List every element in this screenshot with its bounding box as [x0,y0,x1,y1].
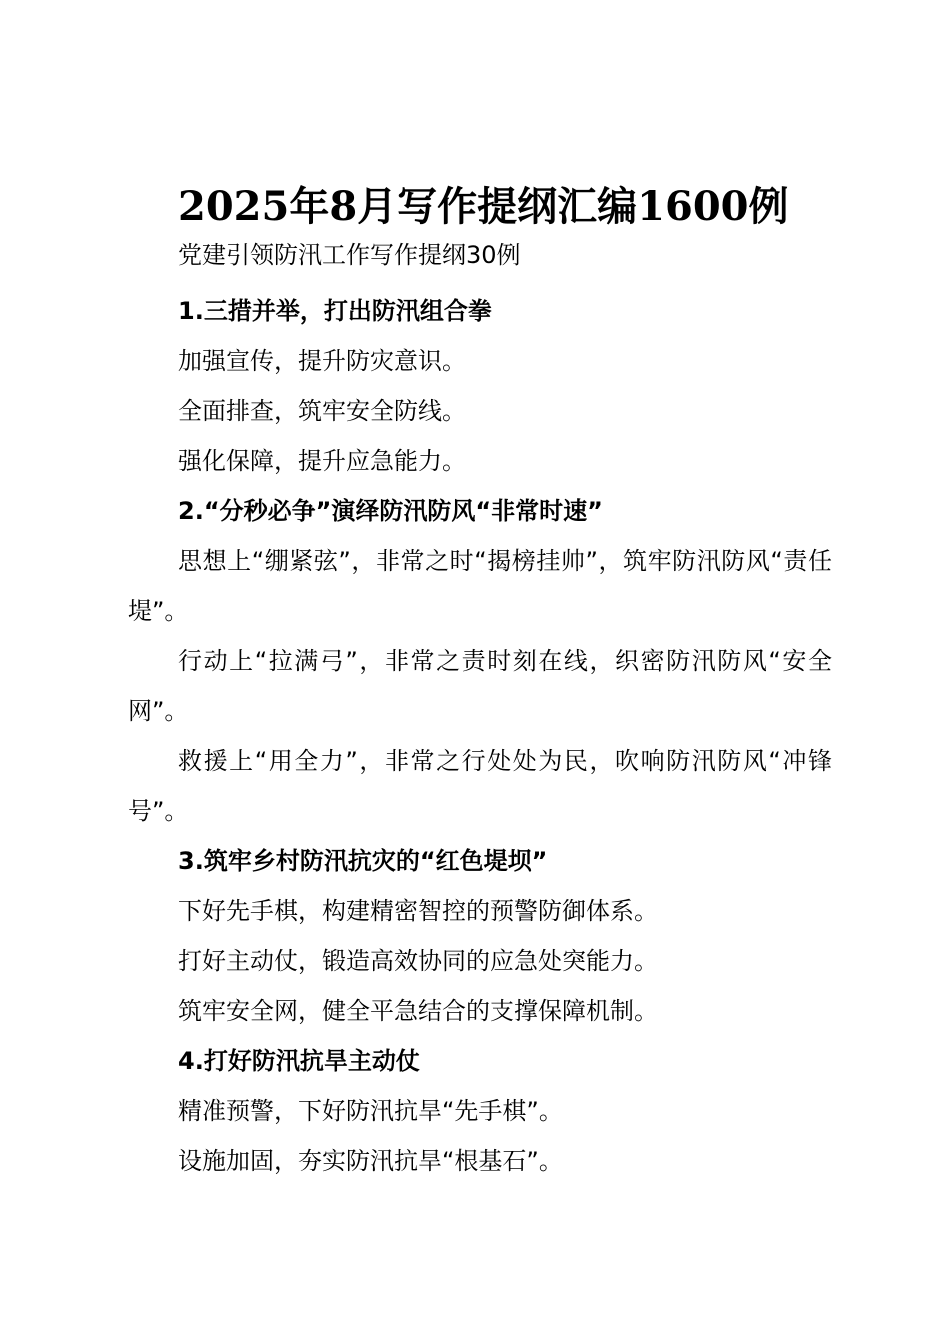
paragraph: 筑牢安全网，健全平急结合的支撑保障机制。 [178,997,658,1025]
paragraph: 设施加固，夯实防汛抗旱“根基石”。 [178,1147,563,1175]
paragraph: 全面排查，筑牢安全防线。 [178,397,466,425]
document-subtitle: 党建引领防汛工作写作提纲30例 [178,241,521,269]
document-title: 2025年8月写作提纲汇编1600例 [178,183,789,230]
paragraph: 强化保障，提升应急能力。 [178,447,466,475]
section-heading-3: 3.筑牢乡村防汛抗灾的“红色堤坝” [178,847,548,875]
paragraph: 精准预警，下好防汛抗旱“先手棋”。 [178,1097,563,1125]
paragraph: 加强宣传，提升防灾意识。 [178,347,466,375]
section-heading-4: 4.打好防汛抗旱主动仗 [178,1047,420,1075]
document-body [128,286,832,1186]
paragraph: 思想上“绷紧弦”，非常之时“揭榜挂帅”，筑牢防汛防风“责任堤”。 [128,547,832,625]
paragraph: 行动上“拉满弓”，非常之责时刻在线，织密防汛防风“安全网”。 [128,647,832,725]
paragraph: 下好先手棋，构建精密智控的预警防御体系。 [178,897,658,925]
section-heading-1: 1.三措并举，打出防汛组合拳 [178,297,492,325]
section-heading-2: 2.“分秒必争”演绎防汛防风“非常时速” [178,497,603,525]
paragraph: 救援上“用全力”，非常之行处处为民，吹响防汛防风“冲锋号”。 [128,747,832,825]
paragraph: 打好主动仗，锻造高效协同的应急处突能力。 [178,947,658,975]
